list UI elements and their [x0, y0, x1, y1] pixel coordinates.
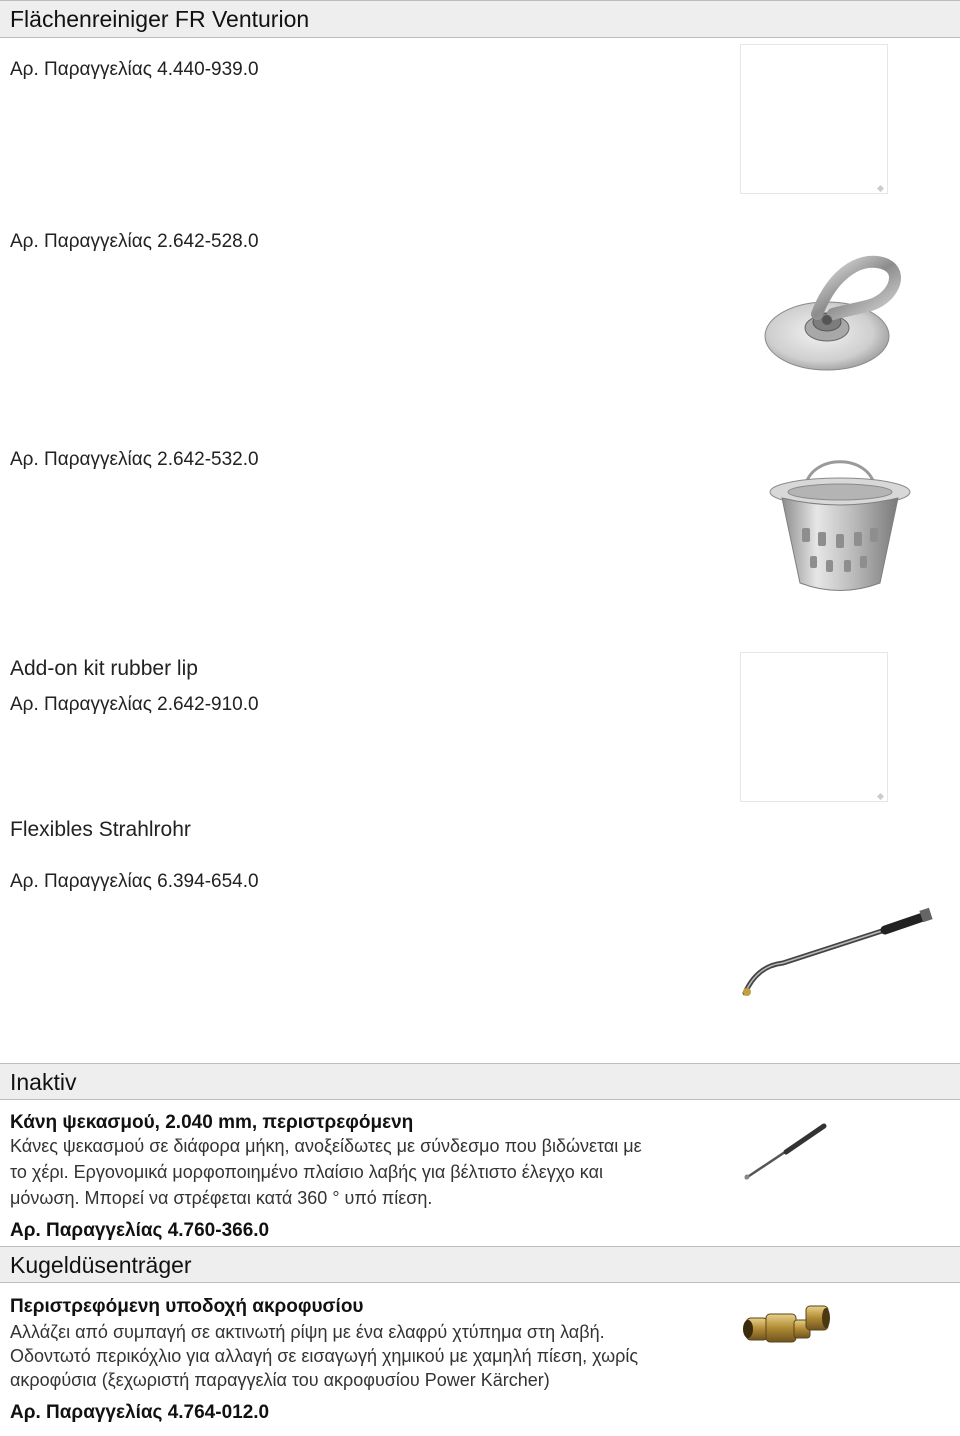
description-line: Αλλάζει από συμπαγή σε ακτινωτή ρίψη με ένα ελαφρύ χτύπημα στη λαβή.	[10, 1322, 605, 1342]
description-line: το χέρι. Εργονομικά μορφοποιημένο πλαίσιο λαβής για βέλτιστο έλεγχο και	[10, 1162, 603, 1182]
section-title: Flächenreiniger FR Venturion	[10, 6, 310, 32]
nozzle-holder-image	[740, 1300, 835, 1355]
product-name: Flexibles Strahlrohr	[10, 818, 191, 841]
description-line: Κάνες ψεκασμού σε διάφορα μήκη, ανοξείδωτες με σύνδεσμο που βιδώνεται με	[10, 1136, 642, 1156]
description-line: ακροφύσια (ξεχωριστή παραγγελία του ακροφυσίου Power Kärcher)	[10, 1370, 550, 1390]
order-number: Αρ. Παραγγελίας 6.394-654.0	[10, 871, 259, 892]
cleaner-disc-image	[755, 248, 915, 383]
placeholder-image	[740, 652, 888, 802]
section-header	[0, 1063, 960, 1100]
section-header	[0, 0, 960, 38]
basket-filter-image	[760, 448, 920, 608]
placeholder-image	[740, 44, 888, 194]
description-line: Οδοντωτό περικόχλιο για αλλαγή σε εισαγωγή χημικού με χαμηλή πίεση, χωρίς	[10, 1346, 639, 1366]
section-title: Kugeldüsenträger	[10, 1252, 192, 1278]
product-name: Add-on kit rubber lip	[10, 657, 198, 680]
order-number: Αρ. Παραγγελίας 2.642-910.0	[10, 694, 259, 715]
rotating-lance-image	[740, 1120, 830, 1185]
product-subtitle: Κάνη ψεκασμού, 2.040 mm, περιστρεφόμενη	[10, 1112, 414, 1133]
order-number: Αρ. Παραγγελίας 2.642-528.0	[10, 231, 259, 252]
description-line: μόνωση. Μπορεί να στρέφεται κατά 360 ° υπό πίεση.	[10, 1188, 433, 1208]
spray-lance-image	[735, 905, 940, 1000]
order-number: Αρ. Παραγγελίας 2.642-532.0	[10, 449, 259, 470]
order-number: Αρ. Παραγγελίας 4.760-366.0	[10, 1220, 270, 1241]
product-subtitle: Περιστρεφόμενη υποδοχή ακροφυσίου	[10, 1296, 364, 1317]
section-header	[0, 1246, 960, 1283]
section-title: Inaktiv	[10, 1069, 77, 1095]
order-number: Αρ. Παραγγελίας 4.440-939.0	[10, 59, 259, 80]
order-number: Αρ. Παραγγελίας 4.764-012.0	[10, 1402, 270, 1423]
